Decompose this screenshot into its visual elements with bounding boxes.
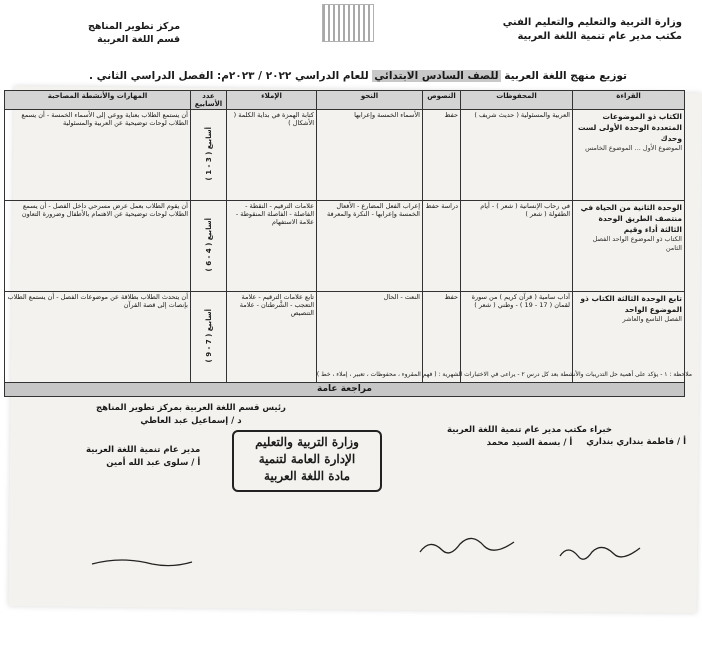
- chief-signature-block: [96, 402, 286, 428]
- weeks-cell: [191, 110, 227, 201]
- grammar-cell: النعت - الحال: [317, 292, 423, 383]
- col-grammar: النحو: [317, 91, 423, 110]
- col-weeks: عدد الأسابيع: [191, 91, 227, 110]
- stamp-line-2: الإدارة العامة لتنمية: [258, 452, 356, 466]
- skills-cell: أن يقوم الطلاب بعمل عرض مسرحي داخل الفصل - أن يسمع الطلاب لوحات توضيحية عن الاهتمام بالأطفال وضرورة التعاون: [5, 201, 191, 292]
- unit-title: الوحدة الثانية من الحياة في منتصف الطريق الوحدة الثالثة أداء وقيم: [580, 203, 682, 234]
- table-row: [5, 110, 685, 201]
- spelling-cell: كتابة الهمزة في بداية الكلمة ( الأشكال ): [227, 110, 317, 201]
- gm-signature-block: [86, 444, 200, 470]
- col-texts: النصوص: [423, 91, 461, 110]
- directorate-name: مكتب مدير عام تنمية اللغة العربية: [517, 31, 682, 42]
- unit-sub: الموضوع الأول ... الموضوع الخامس: [585, 144, 682, 152]
- ministry-header: [503, 16, 682, 44]
- poetry-cell: في رحاب الإنسانية ( شعر ) - أيام الطفولة ( شعر ): [461, 201, 573, 292]
- page-title: [28, 70, 688, 82]
- unit-sub: الكتاب ذو الموضوع الواحد الفصل الثامن: [592, 235, 682, 252]
- department-name: قسم اللغة العربية: [97, 34, 181, 45]
- skills-cell: أن يستمع الطلاب بعناية ووعي إلى الأسماء الخمسة - أن يسمع الطلاب لوحات توضيحية عن العربية والمسئولية: [5, 110, 191, 201]
- review-row: [5, 383, 685, 397]
- title-grade: للصف السادس الابتدائي: [374, 70, 499, 82]
- table-row: [5, 292, 685, 383]
- weeks-cell: [191, 292, 227, 383]
- weeks-cell: [191, 201, 227, 292]
- ministry-name: وزارة التربية والتعليم والتعليم الفني: [502, 17, 682, 28]
- curriculum-table: [4, 90, 685, 397]
- notes-text: ملاحظة : ١ - يؤكد على أهمية حل التدريبات والأنشطة بعد كل درس ٢ - يراعى في الاختبارات الشهرية : ( فهم المقروء ، محفوظات ، تعبير ، إملاء ، خط ): [316, 371, 692, 378]
- texts-cell: حفظ: [423, 110, 461, 201]
- unit-sub: الفصل التاسع والعاشر: [622, 315, 682, 323]
- spelling-cell: تابع علامات الترقيم - علامة التعجب - الشَّرطتان - علامة التنصيص: [227, 292, 317, 383]
- texts-cell: حفظ: [423, 292, 461, 383]
- grammar-cell: إعراب الفعل المضارع - الأفعال الخمسة وإعرابها - النكرة والمعرفة: [317, 201, 423, 292]
- gm-title: مدير عام تنمية اللغة العربية: [86, 445, 201, 455]
- weeks-label: أسابيع ( 4 - 6 ): [204, 218, 213, 272]
- poetry-cell: العربية والمسئولية ( حديث شريف ): [461, 110, 573, 201]
- office-title: خبراء مكتب مدير عام تنمية اللغة العربية: [447, 425, 612, 435]
- gm-name: أ / سلوى عبد الله أمين: [106, 458, 201, 468]
- unit-title: تابع الوحدة الثالثة الكتاب ذو الموضوع الواحد: [580, 294, 682, 314]
- stamp-line-1: وزارة التربية والتعليم: [255, 435, 359, 449]
- weeks-label: أسابيع ( 3 - 1 ): [204, 127, 213, 181]
- stamp-line-3: مادة اللغة العربية: [263, 469, 351, 483]
- title-prefix: توزيع منهج اللغة العربية: [504, 70, 627, 82]
- col-poetry: المحفوظات: [461, 91, 573, 110]
- weeks-label: أسابيع ( 7 - 9 ): [204, 309, 213, 363]
- title-suffix: للعام الدراسي ٢٠٢٢ / ٢٠٢٣م: الفصل الدراسي الثاني .: [89, 70, 369, 82]
- table-row: [5, 201, 685, 292]
- poetry-cell: آداب سامية ( قرآن كريم ) من سورة لقمان ( 17 - 19 ) - وطني ( شعر ): [461, 292, 573, 383]
- chief-name: د / إسماعيل عبد العاطي: [140, 416, 242, 426]
- unit-title: الكتاب ذو الموضوعات المتعددة الوحدة الأولى لست وحدك: [577, 112, 682, 143]
- texts-cell: دراسة حفظ: [423, 201, 461, 292]
- reading-cell: [573, 110, 685, 201]
- col-spelling: الإملاء: [227, 91, 317, 110]
- skills-cell: أن يتحدث الطلاب بطلاقة عن موضوعات الفصل - أن يستمع الطلاب بإنصات إلى قصة القرآن: [5, 292, 191, 383]
- reading-cell: [573, 292, 685, 383]
- center-header: [88, 20, 180, 46]
- col-reading: القراءة: [573, 91, 685, 110]
- review-label: مراجعة عامة: [5, 383, 685, 397]
- third-name: أ / فاطمة بنداري بنداري: [586, 437, 686, 447]
- ministry-logo-icon: [322, 4, 374, 42]
- official-stamp: [232, 430, 382, 492]
- third-signature: [586, 424, 686, 447]
- chief-title: رئيس قسم اللغة العربية بمركز تطوير المناهج: [96, 403, 286, 413]
- office-name: أ / بسمة السيد محمد: [486, 438, 573, 448]
- grammar-cell: الأسماء الخمسة وإعرابها: [317, 110, 423, 201]
- spelling-cell: علامات الترقيم - النقطة - الفاصلة - الفاصلة المنقوطة - علامة الاستفهام: [227, 201, 317, 292]
- table-header-row: [5, 91, 685, 110]
- reading-cell: [573, 201, 685, 292]
- center-name: مركز تطوير المناهج: [88, 21, 181, 32]
- col-skills: المهارات والأنشطة المصاحبة: [5, 91, 191, 110]
